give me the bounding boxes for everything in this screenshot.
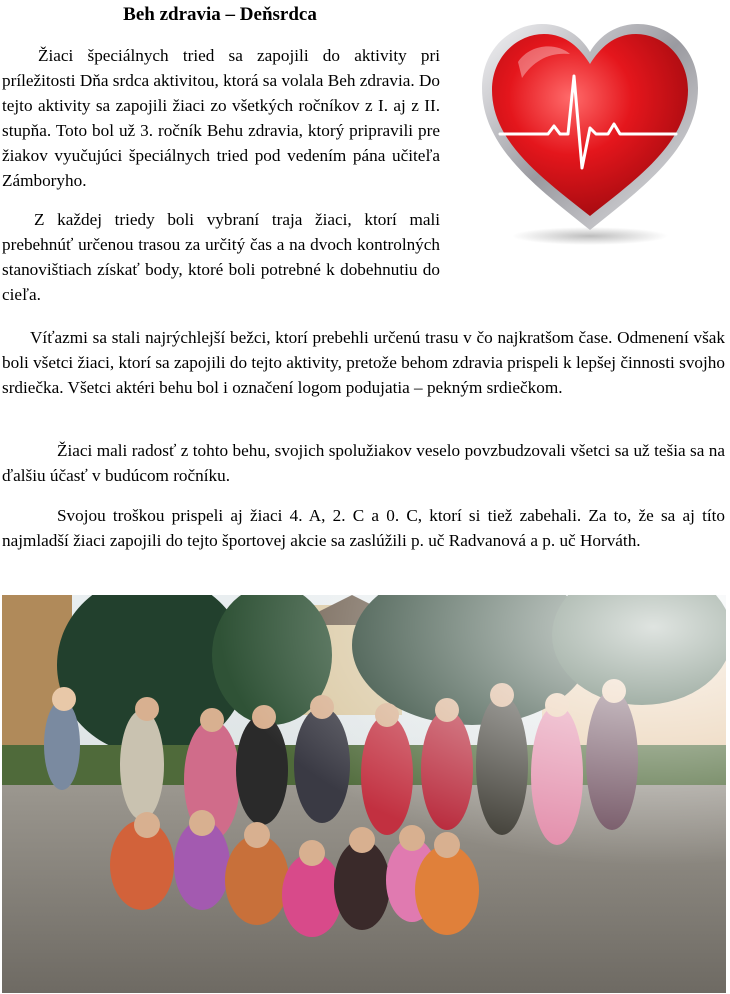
group-photo	[2, 595, 726, 993]
heart-ecg-image	[478, 18, 702, 248]
paragraph-4: Žiaci mali radosť z tohto behu, svojich spolužiakov veselo povzbudzovali všetci sa už tešia sa na ďalšiu účasť v budúcom ročníku.	[2, 441, 725, 485]
paragraph-3: Víťazmi sa stali najrýchlejší bežci, ktorí prebehli určenú trasu v čo najkratšom čase. Odmenení však boli všetci žiaci, ktorí sa zapojili do tejto aktivity, pretože behom zdravia prispeli k lepšej činnosti svojho srdiečka. Všetci aktéri behu bol i označení logom podujatia – pekným srdiečkom.	[2, 328, 725, 397]
sun-glare	[2, 595, 726, 993]
paragraph-2: Z každej triedy boli vybraní traja žiaci, ktorí mali prebehnúť určenou trasou za určitý čas a na dvoch kontrolných stanovištiach získať body, ktoré boli potrebné k dobehnutiu do cieľa.	[2, 210, 440, 304]
article-title: Beh zdravia – Deňsrdca	[123, 4, 317, 25]
paragraph-1: Žiaci špeciálnych tried sa zapojili do aktivity pri príležitosti Dňa srdca aktivitou, ktorá sa volala Beh zdravia. Do tejto aktivity sa zapojili žiaci zo všetkých ročníkov z I. aj z II. stupňa. Toto bol už 3. ročník Behu zdravia, ktorý pripravili pre žiakov vyučujúci špeciálnych tried pod vedením pána učiteľa Zámboryho.	[2, 46, 440, 190]
paragraph-5: Svojou troškou prispeli aj žiaci 4. A, 2. C a 0. C, ktorí si tiež zabehali. Za to, že sa aj títo najmladší žiaci zapojili do tejto športovej akcie sa zaslúžili p. uč Radvanová a p. uč Horváth.	[2, 506, 725, 550]
